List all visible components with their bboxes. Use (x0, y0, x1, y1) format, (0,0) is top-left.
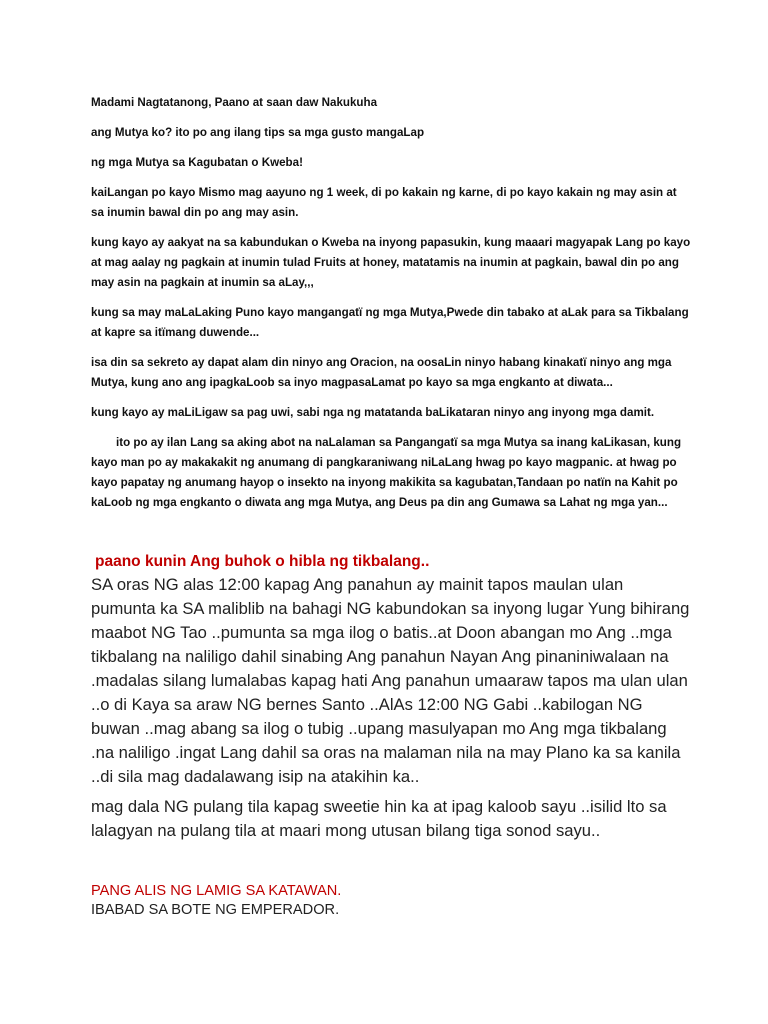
tikbalang-paragraph-2: mag dala NG pulang tila kapag sweetie hin ka at ipag kaloob sayu ..isilid lto sa lalagyan na pulang tila at maari mong utusan bilang tiga sonod sayu.. (91, 797, 667, 840)
lamig-line: IBABAD SA BOTE NG EMPERADOR. (91, 902, 340, 918)
paragraph-oracion: isa din sa sekreto ay dapat alam din ninyo ang Oracion, na oosaLin ninyo habang kinakatï ninyo ang mga Mutya, kung ano ang ipagkaLoob sa inyo magpasaLamat po kayo sa mga engkanto at diwata... (91, 356, 672, 389)
lamig-heading: PANG ALIS NG LAMIG SA KATAWAN. (91, 883, 342, 899)
paragraph-fasting: kaiLangan po kayo Mismo mag aayuno ng 1 week, di po kakain ng karne, di po kayo kakain ng may asin at sa inumin bawal din po ang may asin. (91, 186, 677, 219)
tikbalang-section (91, 551, 691, 843)
paragraph-intro-3: ng mga Mutya sa Kagubatan o Kweba! (91, 156, 303, 169)
tikbalang-paragraph-1: SA oras NG alas 12:00 kapag Ang panahun ay mainit tapos maulan ulan pumunta ka SA maliblib na bahagi NG kabundokan sa inyong lugar Yung bihirang maabot NG Tao ..pumunta sa mga ilog o batis..at Doon abangan mo Ang ..mga tikbalang na naliligo dahil sinabing Ang panahun Nayan Ang pinaniniwalaan na .madalas silang lumalabas kapag hati Ang panahun umaaraw tapos ma ulan ulan ..o di Kaya sa araw NG bernes Santo ..AlAs 12:00 NG Gabi ..kabilogan NG buwan ..mag abang sa ilog o tubig ..upang masulyapan mo Ang mga tikbalang .na naliligo .ingat Lang dahil sa oras na malaman nila na may Plano ka sa kanila ..di sila mag dadalawang isip na atakihin ka.. (91, 575, 690, 786)
paragraph-intro-1: Madami Nagtatanong, Paano at saan daw Nakukuha (91, 96, 378, 109)
paragraph-lost: kung kayo ay maLiLigaw sa pag uwi, sabi nga ng matatanda baLikataran ninyo ang inyong mga damit. (91, 406, 655, 419)
paragraph-closing: ito po ay ilan Lang sa aking abot na naLalaman sa Pangangatï sa mga Mutya sa inang kaLikasan, kung kayo man po ay makakakit ng anumang di pangkaraniwang niLaLang hwag po kayo magpanic. at hwag po kayo papatay ng anumang hayop o insekto na inyong makikita sa kagubatan,Tandaan po natïn na Kahit po kaLoob ng mga engkanto o diwata ang mga Mutya, ang Deus pa din ang Gumawa sa Lahat ng mga yan... (91, 436, 682, 509)
mutya-tips-section (91, 93, 691, 523)
paragraph-trees: kung sa may maLaLaking Puno kayo mangangatï ng mga Mutya,Pwede din tabako at aLak para sa Tikbalang at kapre sa itïmang duwende... (91, 306, 689, 339)
lamig-section (91, 882, 691, 920)
tikbalang-heading: paano kunin Ang buhok o hibla ng tikbalang.. (95, 553, 430, 570)
paragraph-intro-2: ang Mutya ko? ito po ang ilang tips sa mga gusto mangaLap (91, 126, 425, 139)
paragraph-offering: kung kayo ay aakyat na sa kabundukan o Kweba na inyong papasukin, kung maaari magyapak Lang po kayo at mag aalay ng pagkain at inumin tulad Fruits at honey, matatamis na inumin at pagkain, bawal din po ang may asin na pagkain at inumin sa aLay,,, (91, 236, 691, 289)
